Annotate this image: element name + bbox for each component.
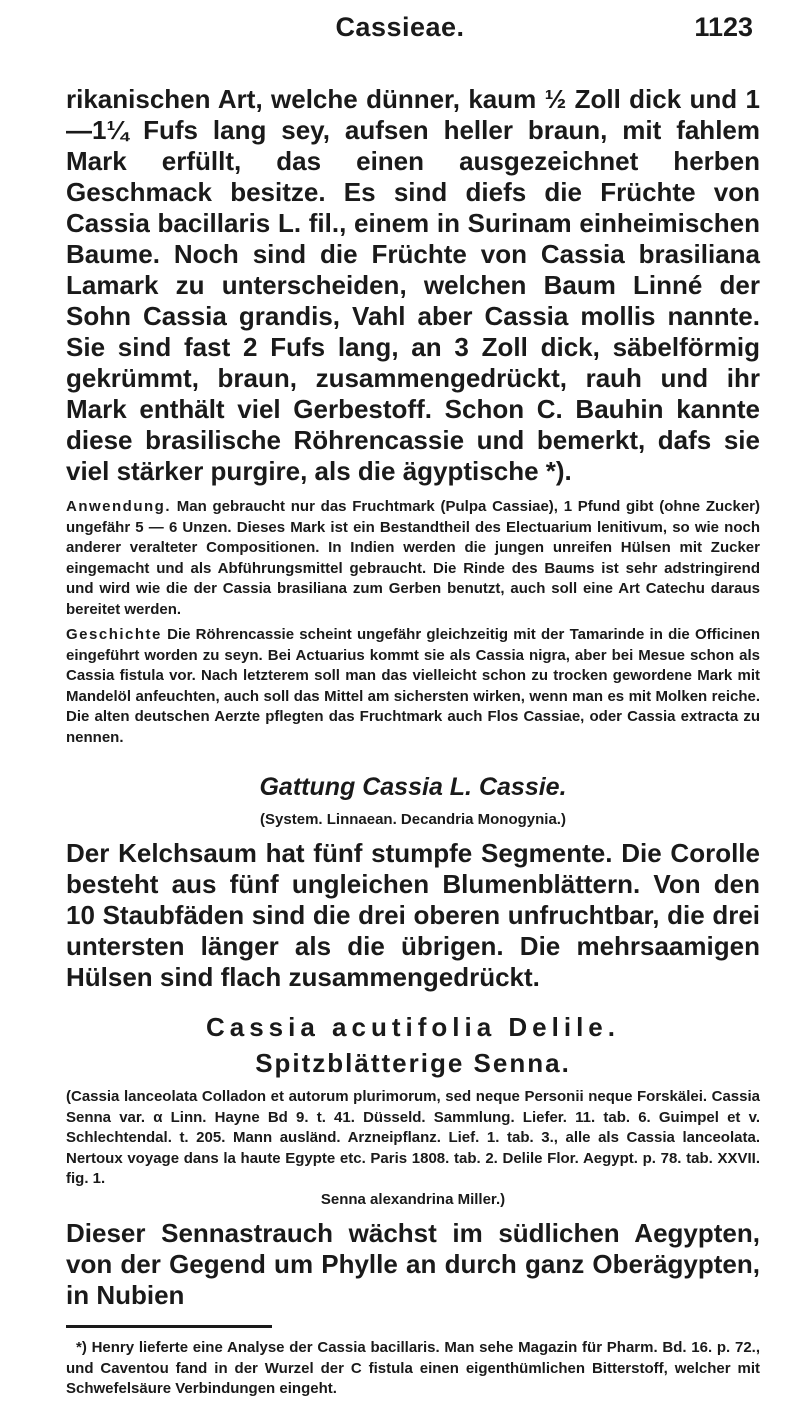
text-column <box>66 84 760 1400</box>
synonymy-last-line: Senna alexandrina Miller.) <box>320 1190 506 1208</box>
system-line: (System. Linnaean. Decandria Monogynia.) <box>260 811 566 828</box>
common-name-heading: Spitzblätterige Senna. <box>255 1048 571 1078</box>
anwendung-text: Man gebraucht nur das Fruchtmark (Pulpa Cassiae), 1 Pfund gibt (ohne Zucker) ungefähr 5 — 6 Unzen. Dieses Mark ist ein Bestandtheil des Electuarium lenitivum, so wie noch anderer veralteter Compositionen. In Indien werden die jungen unreifen Hülsen mit Zucker eingemacht und als Abführungsmittel gebraucht. Die Rinde des Baums ist sehr adstringirend und wird wie die der Cassia brasiliana zum Gerben benutzt, auch soll eine Art Catechu daraus bereitet werden. <box>66 498 761 618</box>
anwendung-paragraph <box>66 497 760 620</box>
geschichte-text: Die Röhrencassie scheint ungefähr gleichzeitig mit der Tamarinde in die Officinen eingeführt worden zu seyn. Bei Actuarius kommt sie als Cassia nigra, aber bei Mesue schon als Cassia fistula vor. Nach letzterem soll man das vielleicht schon zu trocken gewordene Mark mit Mandelöl anfeuchten, auch soll das Mittel am sichersten wirken, wenn man es mit Molken reiche. Die alten deutschen Aerzte pflegten das Fruchtmark auch Flos Cassiae, oder Cassia extracta zu nennen. <box>66 626 760 746</box>
anwendung-label: Anwendung. <box>66 498 171 515</box>
distribution-paragraph: Dieser Sennastrauch wächst im südlichen Aegypten, von der Gegend um Phylle an durch ganz Oberägypten, in Nubien <box>66 1218 760 1310</box>
running-title: Cassieae. <box>335 12 465 42</box>
running-head <box>0 8 800 48</box>
lead-paragraph: rikanischen Art, welche dünner, kaum ½ Zoll dick und 1—1¼ Fufs lang sey, aufsen heller braun, mit fahlem Mark erfüllt, das einen ausgezeichnet herben Geschmack besitze. Es sind diefs die Früchte von Cassia bacillaris L. fil., einem in Surinam einheimischen Baume. Noch sind die Früchte von Cassia brasiliana Lamark zu unterscheiden, welchen Baum Linné der Sohn Cassia grandis, Vahl aber Cassia mollis nannte. Sie sind fast 2 Fufs lang, an 3 Zoll dick, säbelförmig gekrümmt, braun, zusammengedrückt, rauh und ihr Mark enthält viel Gerbestoff. Schon C. Bauhin kannte diese brasilische Röhrencassie und bemerkt, dafs sie viel stärker purgire, als die ägyptische *). <box>66 84 760 486</box>
species-heading: Cassia acutifolia Delile. <box>205 1012 620 1042</box>
footnote: *) Henry lieferte eine Analyse der Cassia bacillaris. Man sehe Magazin für Pharm. Bd. 16. p. 72., und Caventou fand in der Wurzel der C fistula einen eigenthümlichen Bitterstoff, welcher mit Schwefelsäure Verbindungen eingeht. <box>66 1339 760 1397</box>
page-number: 1123 <box>694 12 753 42</box>
synonymy-text: (Cassia lanceolata Colladon et autorum plurimorum, sed neque Personii neque Forskälei. Cassia Senna var. α Linn. Hayne Bd 9. t. 41. Düsseld. Sammlung. Liefer. 11. tab. 6. Guimpel et v. Schlechtendal. t. 205. Mann ausländ. Arzneipflanz. Lief. 1. tab. 3., alle als Cassia lanceolata. Nertoux voyage dans la haute Egypte etc. Paris 1808. tab. 2. Delile Flor. Aegypt. p. 78. tab. XXVII. fig. 1. <box>66 1088 760 1187</box>
genus-heading: Gattung Cassia L. Cassie. <box>259 773 567 801</box>
genus-characters: Der Kelchsaum hat fünf stumpfe Segmente. Die Corolle besteht aus fünf ungleichen Blumenblättern. Von den 10 Staubfäden sind die drei oberen unfruchtbar, die drei untersten länger als die übrigen. Die mehrsaamigen Hülsen sind flach zusammengedrückt. <box>66 838 760 992</box>
synonymy-paragraph <box>66 1087 760 1210</box>
footnote-rule <box>66 1325 272 1328</box>
geschichte-paragraph <box>66 625 760 748</box>
geschichte-label: Geschichte <box>66 626 162 643</box>
